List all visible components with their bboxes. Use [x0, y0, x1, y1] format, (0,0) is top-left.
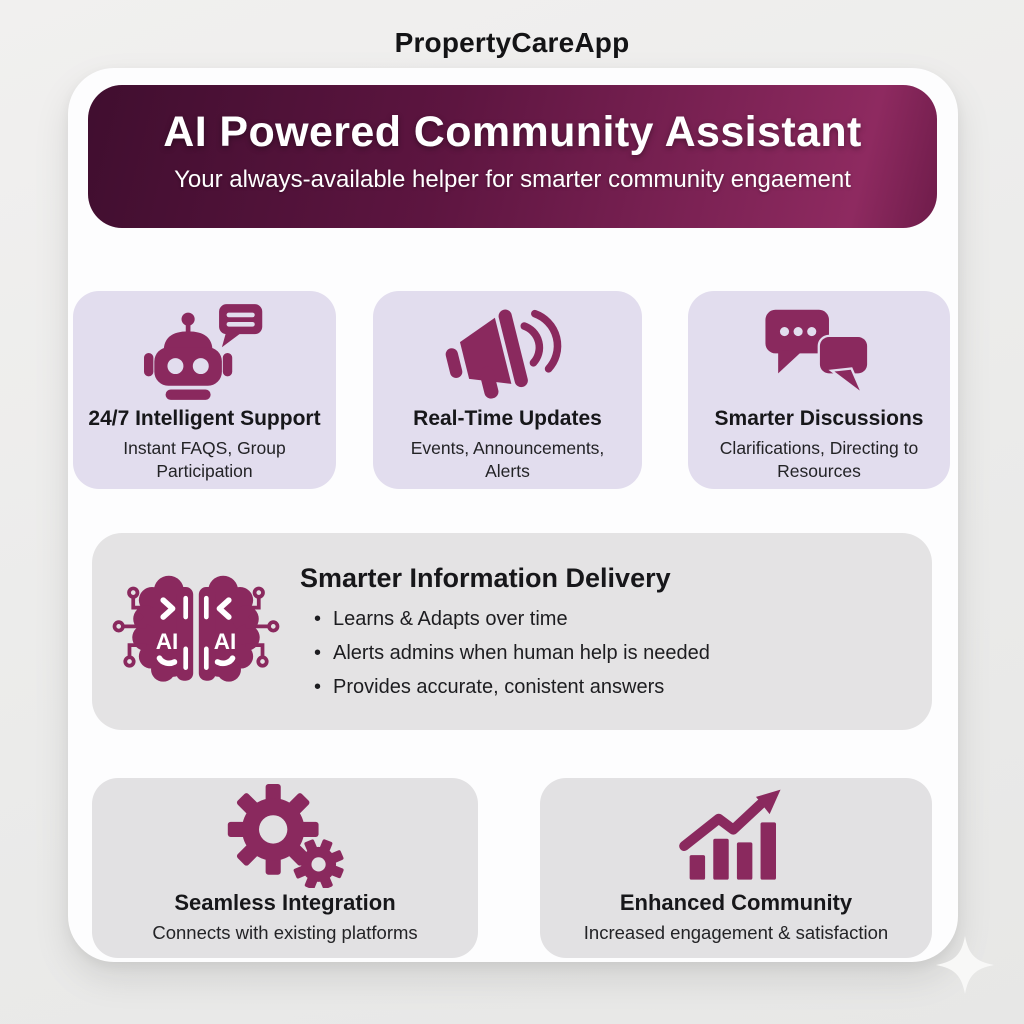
robot-chat-icon [73, 301, 336, 403]
chat-bubbles-icon [688, 301, 950, 403]
feature-card-subtitle: Events, Announcements, Alerts [410, 438, 605, 482]
benefit-card-title: Seamless Integration [174, 890, 396, 915]
sparkle-icon [936, 936, 994, 994]
feature-card-subtitle: Clarifications, Directing to Resources [719, 438, 919, 482]
info-bullet: • Provides accurate, conistent answers [314, 674, 902, 701]
feature-card-realtime-updates [373, 291, 642, 489]
feature-card-smarter-discussions [688, 291, 950, 489]
feature-card-title: 24/7 Intelligent Support [88, 407, 321, 430]
hero-banner [88, 85, 937, 228]
main-panel [68, 68, 958, 962]
benefit-card-seamless-integration [92, 778, 478, 958]
benefit-card-subtitle: Connects with existing platforms [152, 922, 418, 943]
info-bullet: • Alerts admins when human help is needed [314, 640, 902, 667]
brain-ai-label-left: AI [155, 628, 179, 654]
hero-title: AI Powered Community Assistant [163, 108, 862, 156]
feature-card-title: Smarter Discussions [714, 407, 924, 430]
feature-card-intelligent-support [73, 291, 336, 489]
ai-brain-icon [92, 566, 300, 698]
app-title: PropertyCareApp [394, 27, 630, 58]
info-bullet: • Learns & Adapts over time [314, 606, 902, 633]
benefit-card-enhanced-community [540, 778, 932, 958]
benefit-card-title: Enhanced Community [619, 890, 853, 915]
info-title: Smarter Information Delivery [300, 562, 671, 593]
hero-subtitle: Your always-available helper for smarter community engaement [174, 166, 851, 193]
growth-chart-icon [540, 786, 932, 886]
megaphone-icon [373, 301, 642, 403]
brain-ai-label-right: AI [213, 628, 237, 654]
benefit-card-subtitle: Increased engagement & satisfaction [583, 922, 889, 943]
gears-icon [92, 786, 478, 886]
feature-card-subtitle: Instant FAQS, Group Participation [123, 438, 286, 482]
info-card-smarter-information [92, 533, 932, 730]
info-bullet-list [300, 606, 902, 701]
feature-card-title: Real-Time Updates [413, 407, 602, 430]
